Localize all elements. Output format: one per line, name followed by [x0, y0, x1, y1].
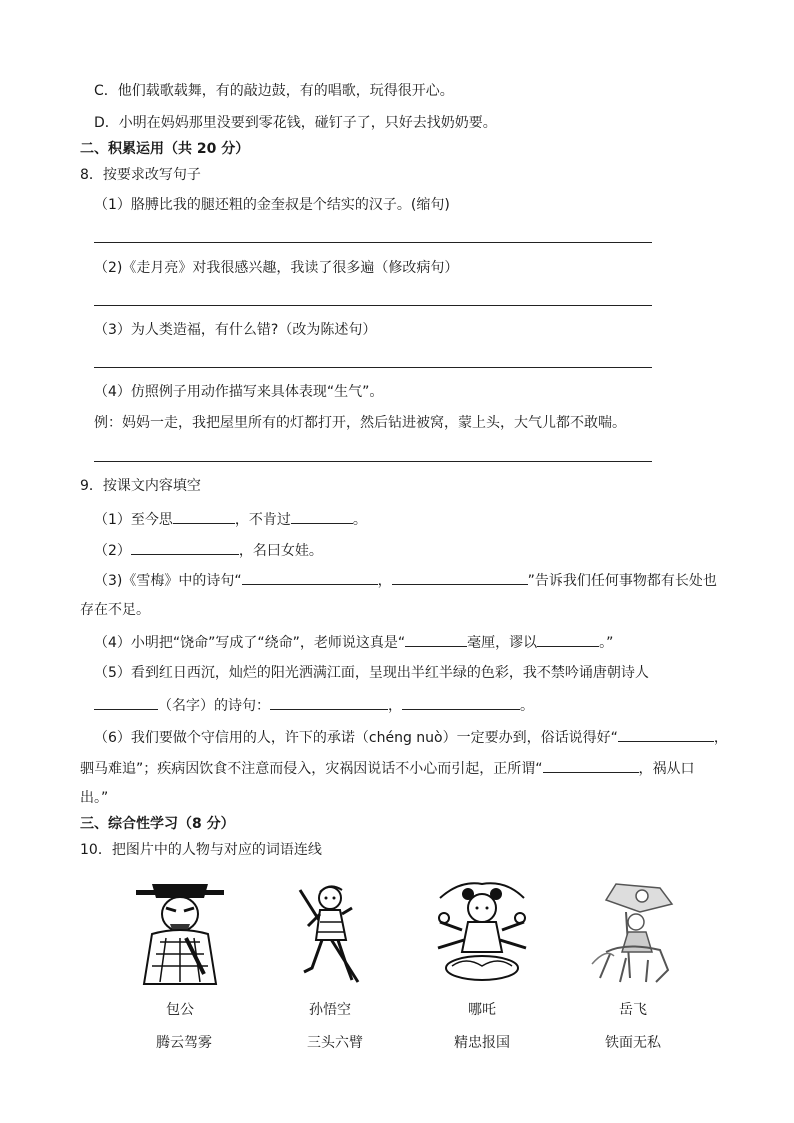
q8-answer-line-4[interactable]	[94, 461, 652, 462]
q9-line-6-cont: 驷马难追”；疾病因饮食不注意而侵入，灾祸因说话不小心而引起，正所谓“ ，祸从口	[80, 758, 695, 778]
name-yue-fei: 岳飞	[619, 1002, 647, 1018]
phrase-1[interactable]: 腾云驾雾	[156, 1035, 212, 1051]
q9-line-5-cont: （名字）的诗句： ， 。	[94, 695, 534, 715]
section-3-heading: 三、综合性学习（8 分）	[80, 816, 235, 832]
q9-title: 9．按课文内容填空	[80, 478, 201, 494]
q8-answer-line-2[interactable]	[94, 305, 652, 306]
section-2-heading: 二、积累运用（共 20 分）	[80, 141, 250, 157]
q9-line-4: （4）小明把“饶命”写成了“绕命”，老师说这真是“ 毫厘，谬以 。”	[94, 632, 613, 652]
q8-example: 例：妈妈一走，我把屋里所有的灯都打开，然后钻进被窝，蒙上头，大气儿都不敢喘。	[94, 415, 626, 431]
name-bao-gong: 包公	[166, 1002, 194, 1018]
q9-line-2: （2） ，名曰女娃。	[94, 540, 323, 560]
q9-blank-1[interactable]	[173, 509, 235, 524]
yue-fei-picture	[586, 878, 678, 986]
q8-title: 8．按要求改写句子	[80, 167, 201, 183]
q9-line-5: （5）看到红日西沉，灿烂的阳光洒满江面，呈现出半红半绿的色彩，我不禁吟诵唐朝诗人	[94, 665, 649, 681]
q9-blank-6[interactable]	[405, 632, 467, 647]
q7-option-d: D．小明在妈妈那里没要到零花钱，碰钉子了，只好去找奶奶要。	[94, 115, 497, 131]
q9-blank-5[interactable]	[392, 570, 528, 585]
q8-sentence-3: （3）为人类造福，有什么错?（改为陈述句）	[94, 322, 377, 338]
q9-blank-11[interactable]	[618, 727, 714, 742]
name-sun-wukong: 孙悟空	[309, 1002, 351, 1018]
sun-wukong-picture	[290, 878, 368, 986]
q10-title: 10．把图片中的人物与对应的词语连线	[80, 842, 322, 858]
q9-line-6-end: 出。”	[80, 790, 109, 806]
phrase-4[interactable]: 铁面无私	[605, 1035, 661, 1051]
q9-line-3: （3)《雪梅》中的诗句“ ， ”告诉我们任何事物都有长处也	[94, 570, 717, 590]
q9-line-1: （1）至今思 ，不肯过 。	[94, 509, 367, 529]
q8-sentence-2: （2)《走月亮》对我很感兴趣，我读了很多遍（修改病句）	[94, 260, 459, 276]
q9-blank-7[interactable]	[537, 632, 599, 647]
q9-blank-4[interactable]	[242, 570, 378, 585]
q8-answer-line-3[interactable]	[94, 367, 652, 368]
q7-option-c: C．他们载歌载舞，有的敲边鼓，有的唱歌，玩得很开心。	[94, 83, 454, 99]
q9-line-3-cont: 存在不足。	[80, 602, 150, 618]
q9-blank-3[interactable]	[131, 540, 239, 555]
q8-sentence-4: （4）仿照例子用动作描写来具体表现“生气”。	[94, 384, 384, 400]
bao-gong-picture	[130, 878, 230, 986]
q9-blank-10[interactable]	[402, 695, 520, 710]
nezha-picture	[430, 878, 534, 986]
q9-blank-2[interactable]	[291, 509, 353, 524]
phrase-2[interactable]: 三头六臂	[307, 1035, 363, 1051]
q9-blank-12[interactable]	[543, 758, 639, 773]
q8-answer-line-1[interactable]	[94, 242, 652, 243]
name-nezha: 哪吒	[468, 1002, 496, 1018]
phrase-3[interactable]: 精忠报国	[454, 1035, 510, 1051]
q9-line-6: （6）我们要做个守信用的人，许下的承诺（chéng nuò）一定要办到，俗话说得好“ ，	[94, 727, 728, 747]
q9-blank-8[interactable]	[94, 695, 158, 710]
q9-blank-9[interactable]	[270, 695, 388, 710]
q8-sentence-1: （1）胳膊比我的腿还粗的金奎叔是个结实的汉子。(缩句)	[94, 197, 450, 213]
